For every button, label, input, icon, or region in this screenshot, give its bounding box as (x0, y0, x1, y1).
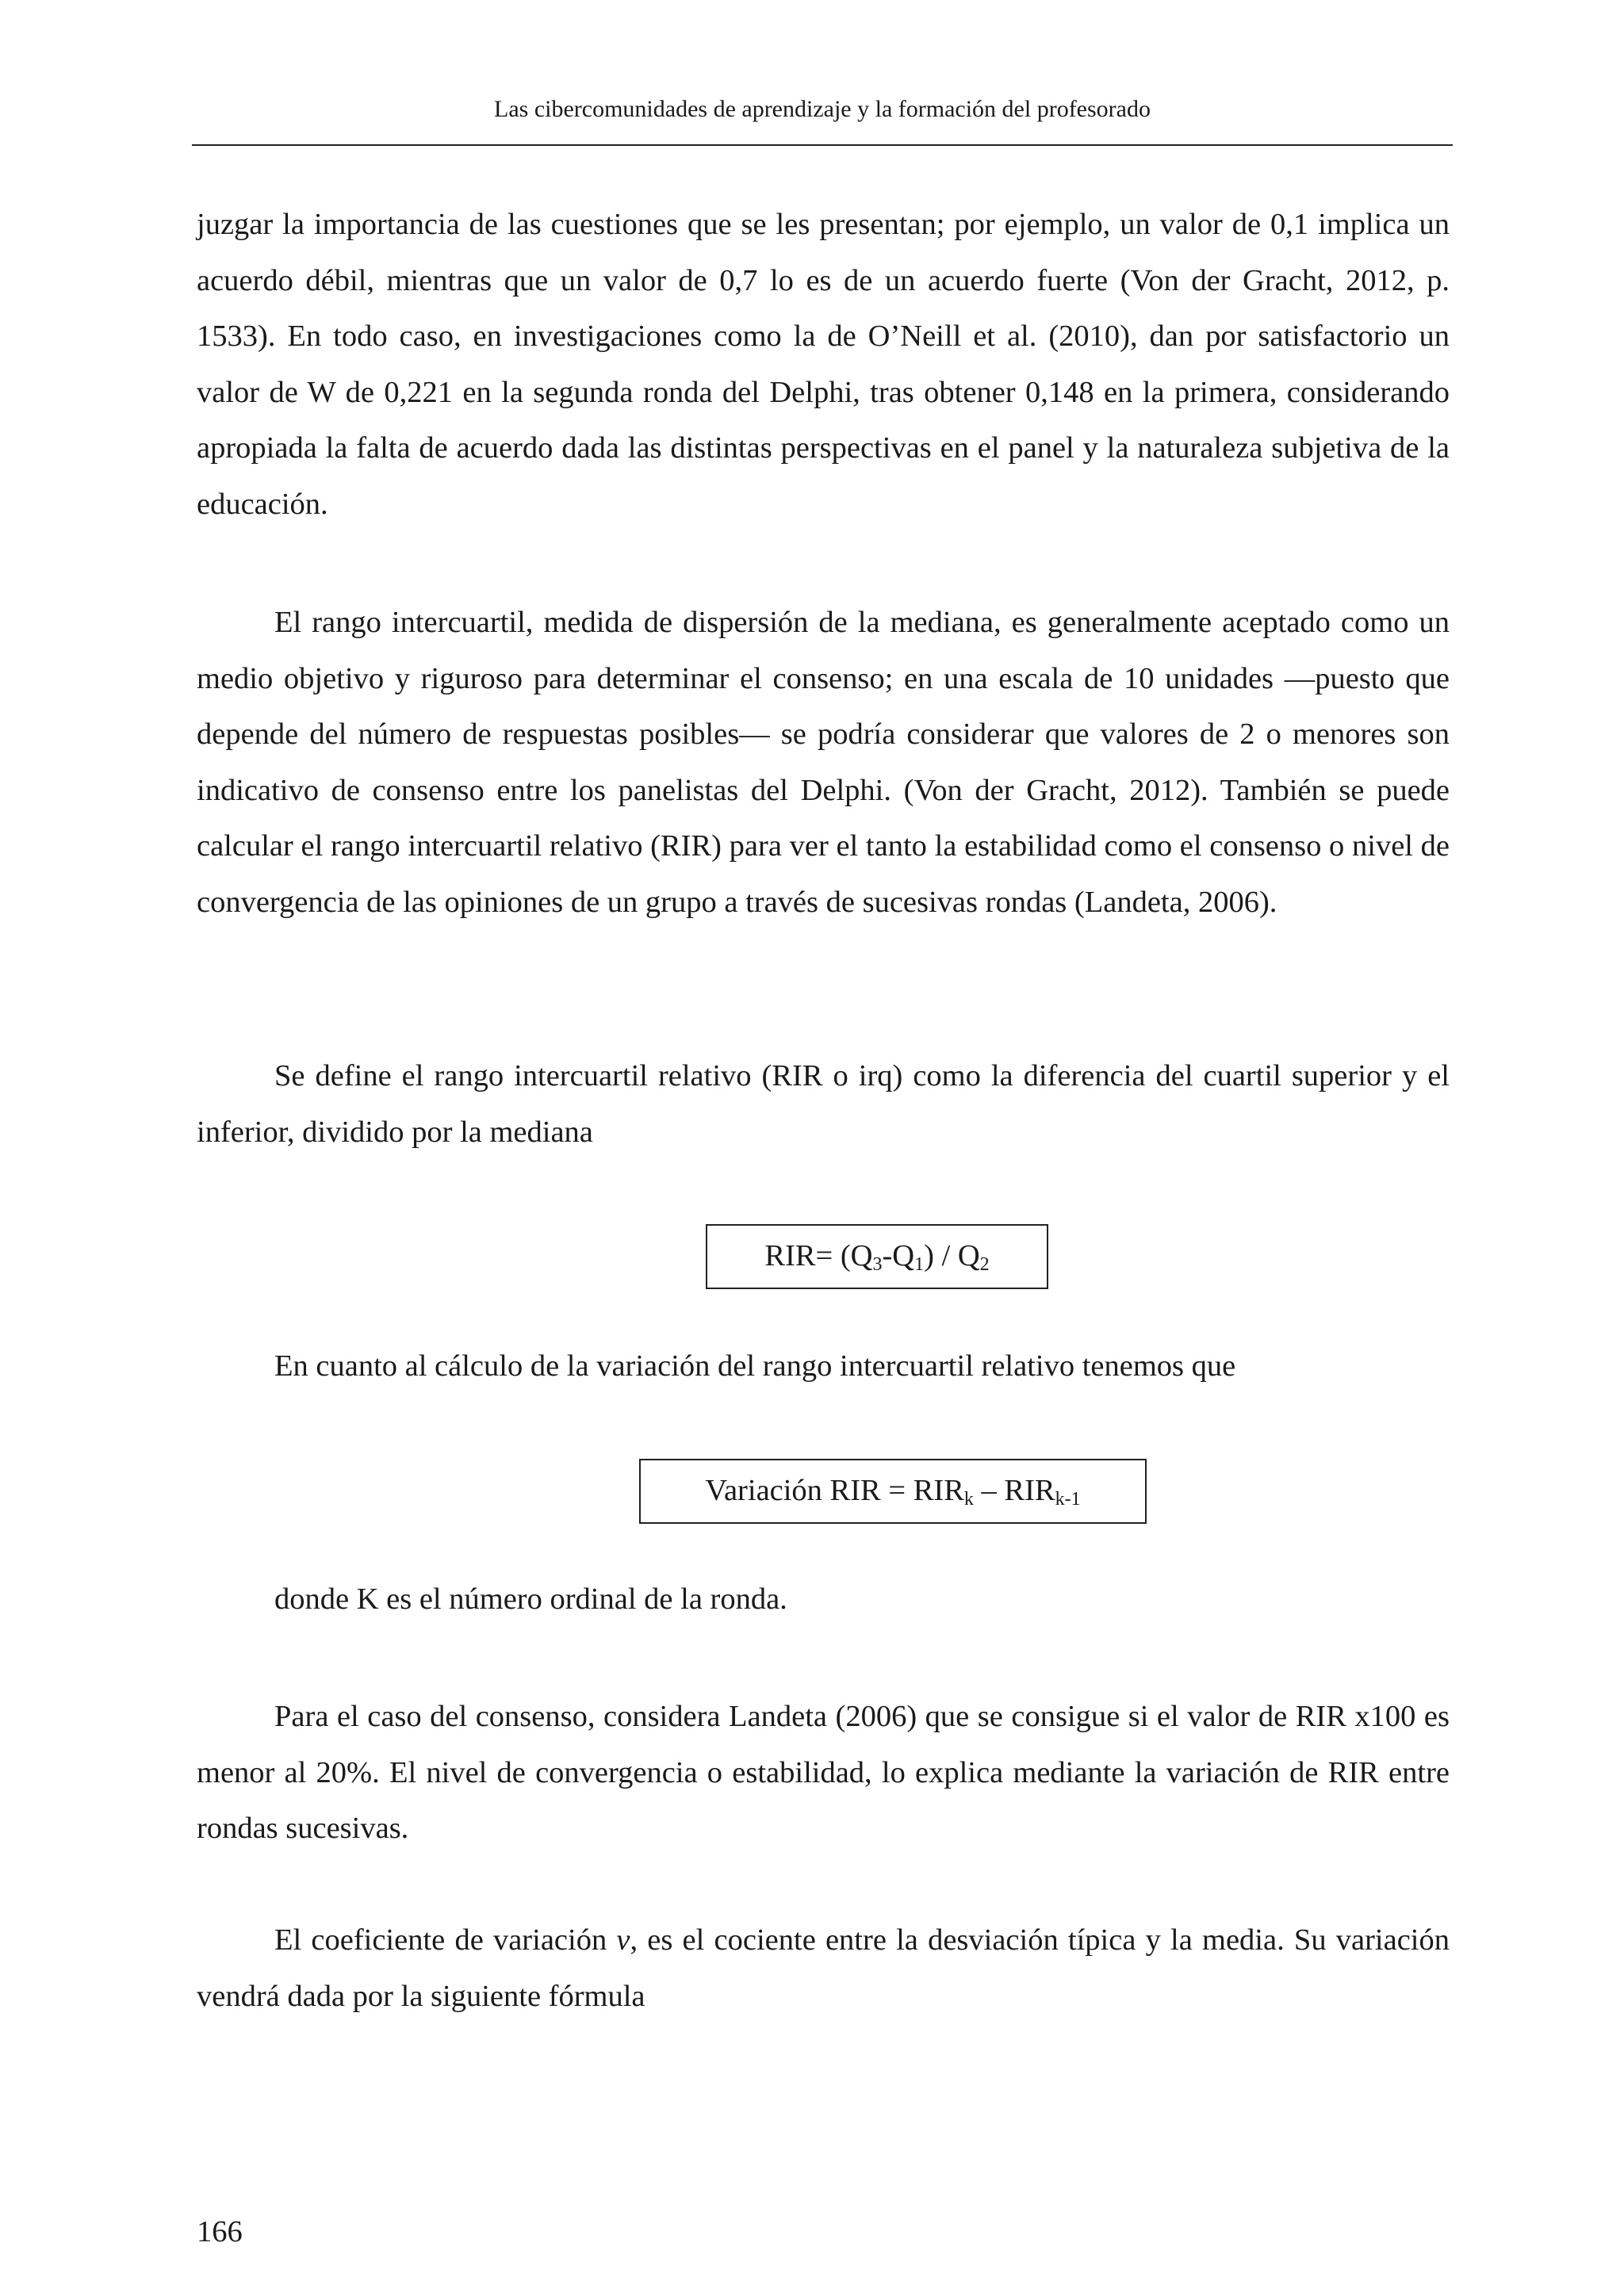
formula-variation-part: – RIR (973, 1474, 1055, 1507)
formula-rir (706, 1224, 1048, 1289)
page-number: 166 (197, 2215, 243, 2248)
formula-rir-sub: 3 (872, 1254, 883, 1275)
p7-text-after: , es el cociente entre la desviación típica y la media. Su variación vendrá dada por la siguiente fórmula (197, 1923, 1450, 2013)
formula-rir-part: RIR= (Q (764, 1239, 873, 1272)
paragraph-coefficient-variation (197, 1912, 1450, 2024)
formula-variation-sub: k (963, 1489, 974, 1510)
paragraph-kendall-w: juzgar la importancia de las cuestiones que se les presentan; por ejemplo, un valor de 0,1 implica un acuerdo débil, mientras que un valor de 0,7 lo es de un acuerdo fuerte (Von der Gracht, 2012, p. 1533). En todo caso, en investigaciones como la de O’Neill et al. (2010), dan por satisfactorio un valor de W de 0,221 en la segunda ronda del Delphi, tras obtener 0,148 en la primera, considerando apropiada la falta de acuerdo dada las distintas perspectivas en el panel y la naturaleza subjetiva de la educación. (197, 208, 1450, 521)
p7-text-before: El coeficiente de variación (274, 1923, 617, 1957)
formula-rir-part: -Q (882, 1239, 915, 1272)
variable-v: v (616, 1923, 630, 1957)
paragraph-k-definition: donde K es el número ordinal de la ronda. (274, 1582, 787, 1616)
formula-variation-part: Variación RIR = RIR (705, 1474, 964, 1507)
formula-rir-sub: 2 (979, 1254, 990, 1275)
paragraph-interquartile-range: El rango intercuartil, medida de dispersión de la mediana, es generalmente aceptado como un medio objetivo y riguroso para determinar el consenso; en una escala de 10 unidades —puesto que depende del número de respuestas posibles— se podría considerar que valores de 2 o menores son indicativo de consenso entre los panelistas del Delphi. (Von der Gracht, 2012). También se puede calcular el rango intercuartil relativo (RIR) para ver el tanto la estabilidad como el consenso o nivel de convergencia de las opiniones de un grupo a través de sucesivas rondas (Landeta, 2006). (197, 606, 1450, 919)
formula-variation-sub: k-1 (1055, 1489, 1081, 1510)
paragraph-rir-definition: Se define el rango intercuartil relativo (RIR o irq) como la diferencia del cuartil superior y el inferior, dividido por la mediana (197, 1059, 1450, 1149)
formula-rir-part: ) / Q (924, 1239, 980, 1272)
header-rule (192, 144, 1453, 146)
running-header: Las cibercomunidades de aprendizaje y la formación del profesorado (494, 96, 1151, 122)
formula-rir-variation (639, 1459, 1147, 1524)
paragraph-rir-variation-intro: En cuanto al cálculo de la variación del rango intercuartil relativo tenemos que (274, 1349, 1236, 1383)
formula-rir-sub: 1 (914, 1254, 925, 1275)
paragraph-consensus: Para el caso del consenso, considera Landeta (2006) que se consigue si el valor de RIR x100 es menor al 20%. El nivel de convergencia o estabilidad, lo explica mediante la variación de RIR entre rondas sucesivas. (197, 1700, 1450, 1846)
